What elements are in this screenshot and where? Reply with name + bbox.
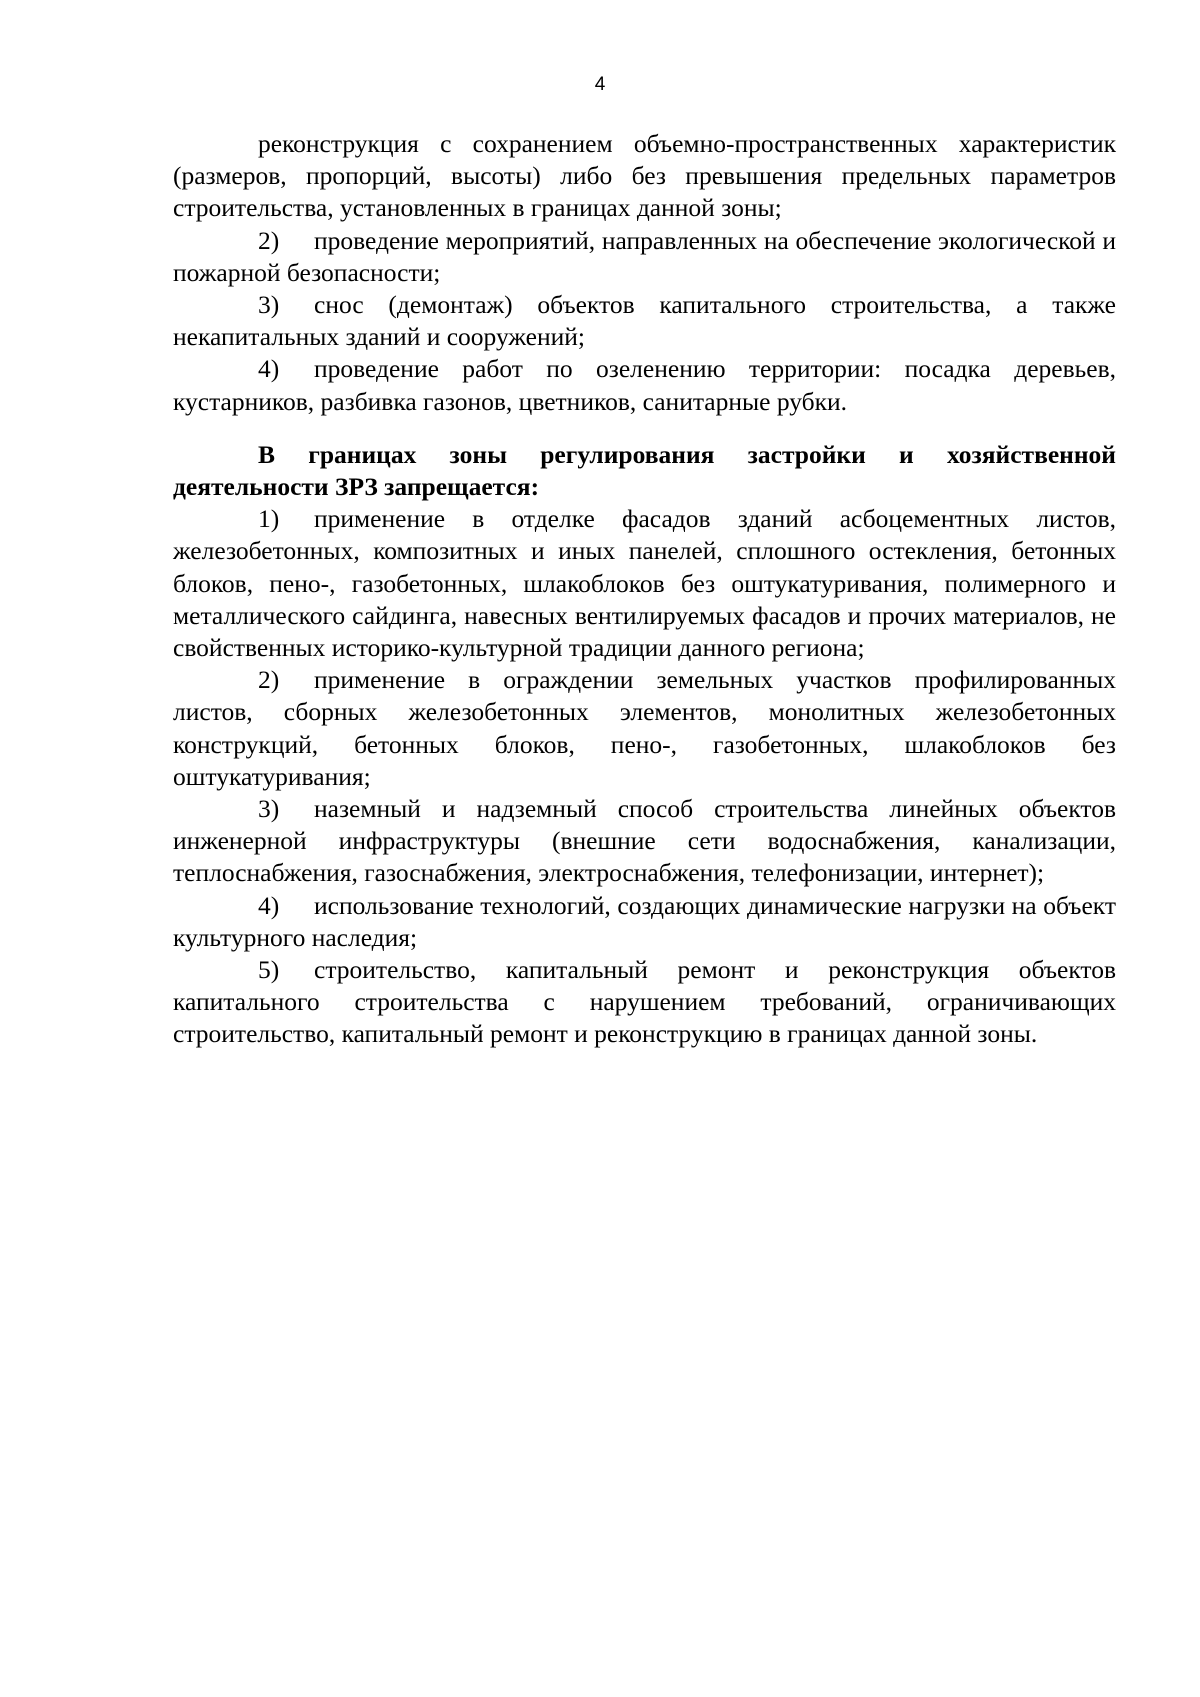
item-text: проведение мероприятий, направленных на обеспечение экологической и пожарной безопасности; (173, 225, 1116, 287)
item-number: 4) (258, 354, 280, 384)
prohibited-item-1 (173, 503, 1116, 664)
prohibited-item-5 (173, 954, 1116, 1051)
item-text: строительство, капитальный ремонт и реконструкция объектов капитального строительства с нарушением требований, ограничивающих строительство, капитальный ремонт и реконструкцию в границах данной зоны. (173, 955, 1116, 1049)
item-text: использование технологий, создающих динамические нагрузки на объект культурного наследия; (173, 890, 1116, 952)
page-number: 4 (594, 74, 606, 95)
item-number: 3) (258, 794, 280, 824)
item-text: проведение работ по озеленению территории: посадка деревьев, кустарников, разбивка газонов, цветников, санитарные рубки. (173, 354, 1116, 416)
allowed-item-2 (173, 225, 1116, 289)
item-text: применение в ограждении земельных участков профилированных листов, сборных железобетонных элементов, монолитных железобетонных конструкций, бетонных блоков, пено-, газобетонных, шлакоблоков без оштукатуривания; (173, 665, 1116, 791)
allowed-item-3 (173, 289, 1116, 353)
item-text: наземный и надземный способ строительства линейных объектов инженерной инфраструктуры (внешние сети водоснабжения, канализации, теплоснабжения, газоснабжения, электроснабжения, телефонизации, интернет); (173, 794, 1116, 888)
item-number: 4) (258, 890, 280, 920)
prohibited-section-heading: В границах зоны регулирования застройки и хозяйственной деятельности ЗРЗ запрещается: (173, 439, 1116, 502)
allowed-item-4 (173, 353, 1116, 417)
item-text: применение в отделке фасадов зданий асбоцементных листов, железобетонных, композитных и иных панелей, сплошного остекления, бетонных блоков, пено-, газобетонных, шлакоблоков без оштукатуривания, полимерного и металлического сайдинга, навесных вентилируемых фасадов и прочих материалов, не свойственных историко-культурной традиции данного региона; (173, 504, 1116, 663)
item-text: снос (демонтаж) объектов капитального строительства, а также некапитальных зданий и сооружений; (173, 290, 1116, 352)
item-number: 1) (258, 504, 280, 534)
intro-continuation-paragraph: реконструкция с сохранением объемно-пространственных характеристик (размеров, пропорций, высоты) либо без превышения предельных параметров строительства, установленных в границах данной зоны; (173, 129, 1116, 223)
prohibited-item-2 (173, 664, 1116, 793)
document-body (173, 128, 1116, 1051)
item-number: 2) (258, 665, 280, 695)
item-number: 2) (258, 225, 280, 255)
item-number: 5) (258, 955, 280, 985)
prohibited-item-3 (173, 793, 1116, 890)
item-number: 3) (258, 290, 280, 320)
prohibited-item-4 (173, 890, 1116, 954)
